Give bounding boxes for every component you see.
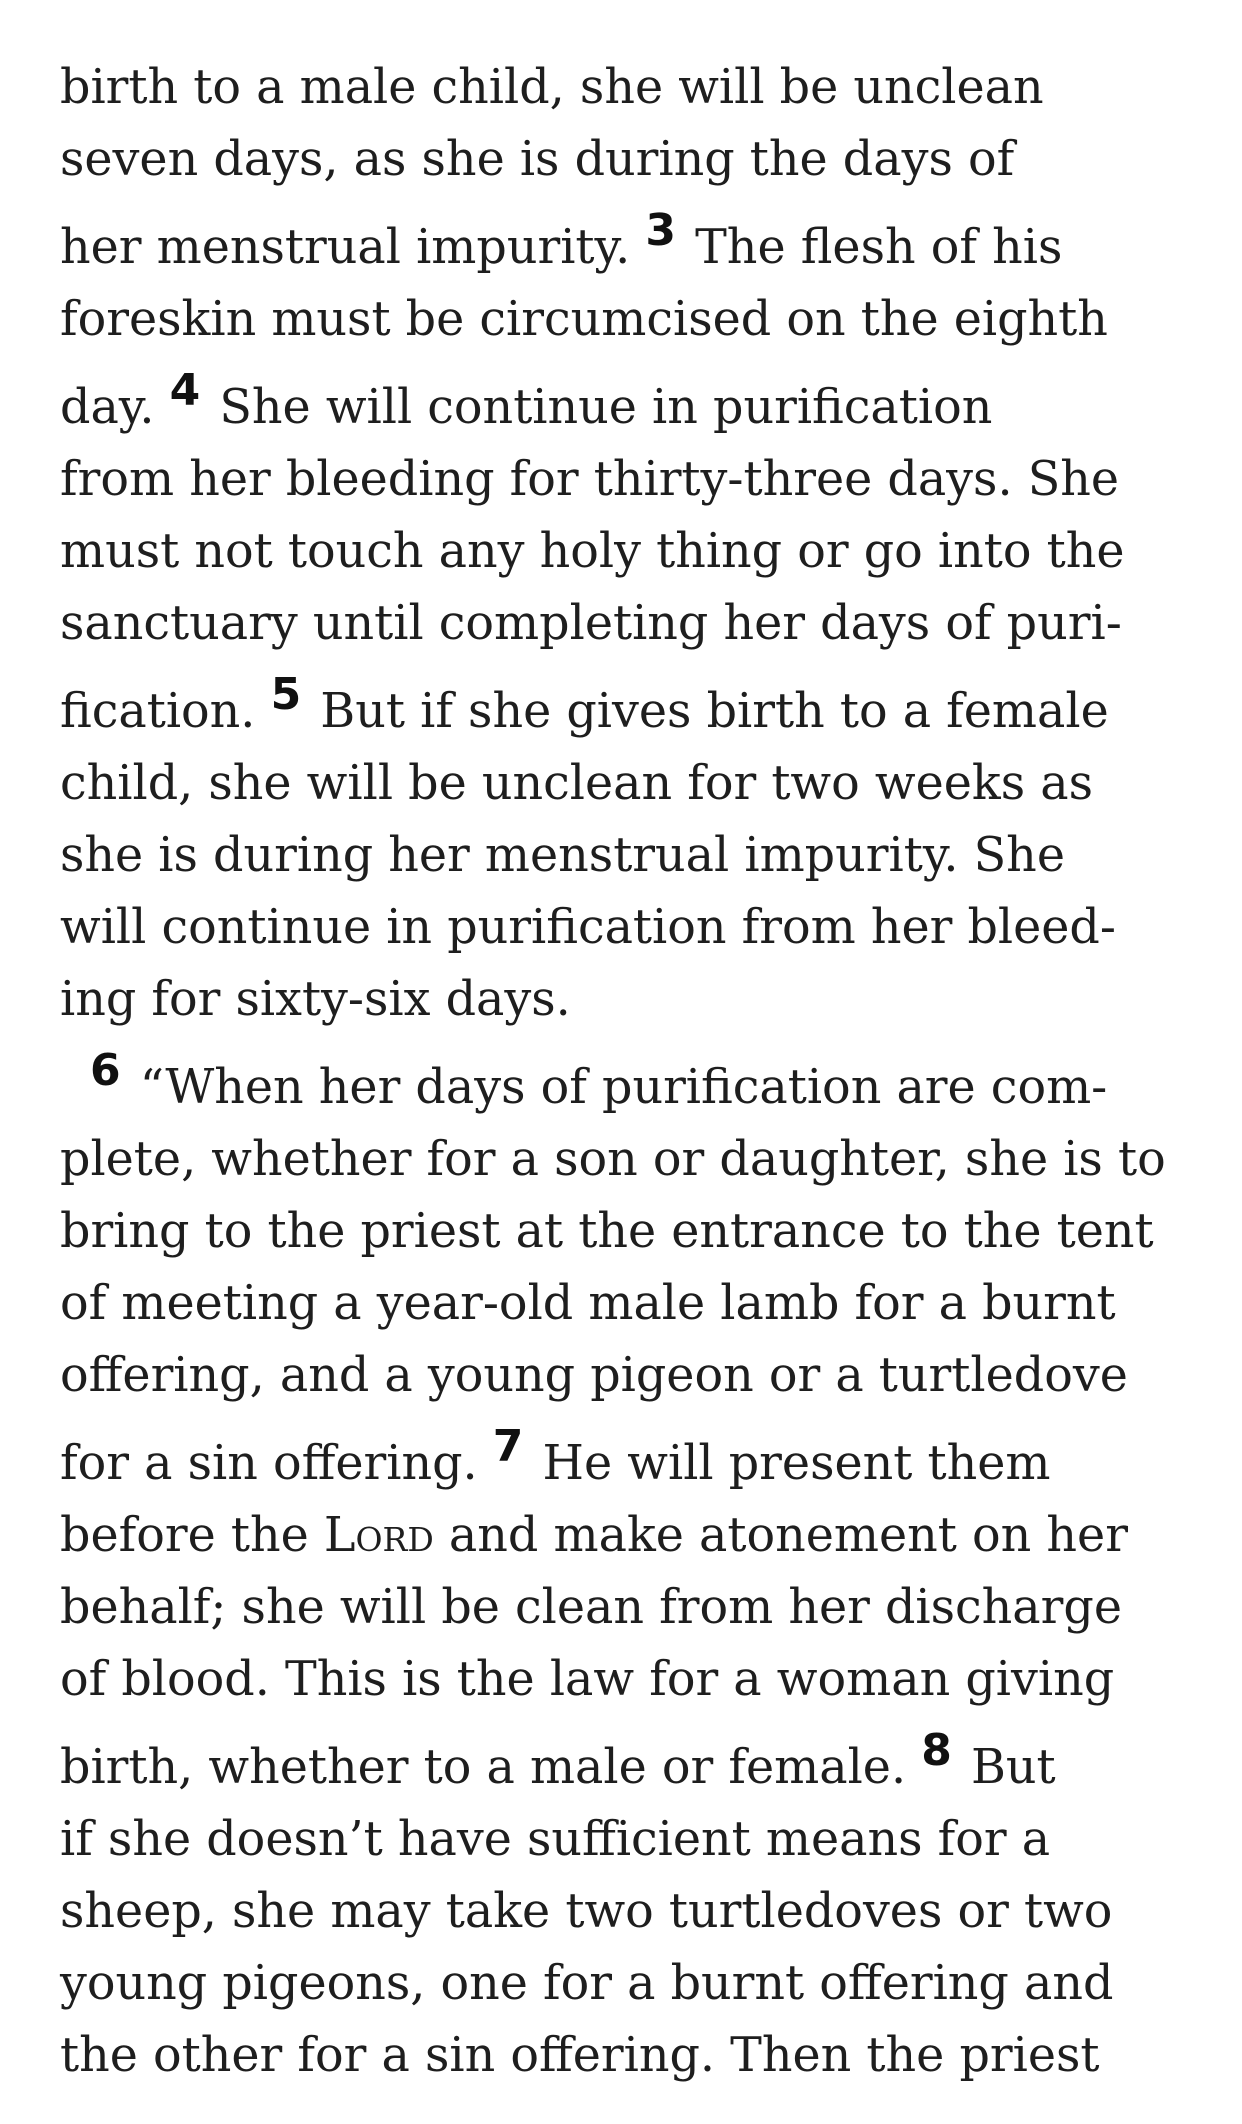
- verse-text: for a sin offering.: [60, 1436, 493, 1491]
- text-line: [60, 748, 1200, 820]
- text-line: [60, 1340, 1200, 1412]
- verse-text: before the: [60, 1508, 324, 1563]
- verse-text: must not touch any holy thing or go into the: [60, 524, 1125, 579]
- text-line: [60, 52, 1200, 124]
- text-line: [60, 356, 1200, 444]
- scripture-page: [60, 52, 1200, 2092]
- text-line: [60, 1268, 1200, 1340]
- text-line: [60, 516, 1200, 588]
- verse-text: will continue in purification from her bleed-: [60, 900, 1116, 955]
- verse-text: fication.: [60, 684, 271, 739]
- text-line: [60, 1412, 1200, 1500]
- verse-text: plete, whether for a son or daughter, she is to: [60, 1132, 1166, 1187]
- text-line: [60, 284, 1200, 356]
- text-line: [60, 1036, 1200, 1124]
- text-line: [60, 2020, 1200, 2092]
- divine-name: Lord: [323, 1508, 434, 1563]
- verse-text: “When her days of purification are com-: [124, 1060, 1108, 1115]
- verse-text: birth, whether to a male or female.: [60, 1740, 922, 1795]
- text-line: [60, 892, 1200, 964]
- verse-text: of blood. This is the law for a woman giving: [60, 1652, 1115, 1707]
- verse-text: offering, and a young pigeon or a turtledove: [60, 1348, 1128, 1403]
- verse-text: bring to the priest at the entrance to the tent: [60, 1204, 1154, 1259]
- verse-text: she is during her menstrual impurity. She: [60, 828, 1065, 883]
- text-line: [60, 1876, 1200, 1948]
- verse-text: He will present them: [527, 1436, 1051, 1491]
- verse-text: young pigeons, one for a burnt offering and: [60, 1956, 1114, 2011]
- verse-text: foreskin must be circumcised on the eighth: [60, 292, 1108, 347]
- text-line: [60, 1572, 1200, 1644]
- verse-text: and make atonement on her: [433, 1508, 1128, 1563]
- verse-number[interactable]: 6: [90, 1045, 121, 1096]
- text-line: [60, 660, 1200, 748]
- text-line: [60, 588, 1200, 660]
- text-line: [60, 964, 1200, 1036]
- verse-text: sheep, she may take two turtledoves or two: [60, 1884, 1113, 1939]
- text-line: [60, 1644, 1200, 1716]
- verse-text: behalf; she will be clean from her discharge: [60, 1580, 1122, 1635]
- verse-text: The flesh of his: [679, 220, 1063, 275]
- verse-number[interactable]: 3: [645, 205, 676, 256]
- verse-text: sanctuary until completing her days of puri-: [60, 596, 1122, 651]
- verse-text: her menstrual impurity.: [60, 220, 646, 275]
- verse-text: But: [955, 1740, 1056, 1795]
- verse-text: ing for sixty-six days.: [60, 972, 571, 1027]
- text-line: [60, 124, 1200, 196]
- verse-number[interactable]: 5: [270, 669, 302, 720]
- text-line: [60, 1948, 1200, 2020]
- verse-number[interactable]: 4: [169, 365, 201, 416]
- verse-text: She will continue in purification: [204, 380, 993, 435]
- verse-text: from her bleeding for thirty-three days. She: [60, 452, 1120, 507]
- text-line: [60, 1500, 1200, 1572]
- text-line: [60, 196, 1200, 284]
- verse-number[interactable]: 8: [921, 1725, 952, 1776]
- verse-text: birth to a male child, she will be unclean: [60, 60, 1044, 115]
- verse-text: But if she gives birth to a female: [305, 684, 1109, 739]
- verse-text: seven days, as she is during the days of: [60, 132, 1015, 187]
- text-line: [60, 1804, 1200, 1876]
- text-line: [60, 1196, 1200, 1268]
- text-line: [60, 1716, 1200, 1804]
- text-line: [60, 1124, 1200, 1196]
- text-line: [60, 444, 1200, 516]
- verse-text: child, she will be unclean for two weeks as: [60, 756, 1094, 811]
- verse-text: of meeting a year-old male lamb for a burnt: [60, 1276, 1116, 1331]
- verse-text: if she doesn’t have sufficient means for a: [60, 1812, 1051, 1867]
- verse-text: the other for a sin offering. Then the priest: [60, 2028, 1100, 2083]
- verse-text: day.: [60, 380, 170, 435]
- text-line: [60, 820, 1200, 892]
- verse-number[interactable]: 7: [492, 1421, 524, 1472]
